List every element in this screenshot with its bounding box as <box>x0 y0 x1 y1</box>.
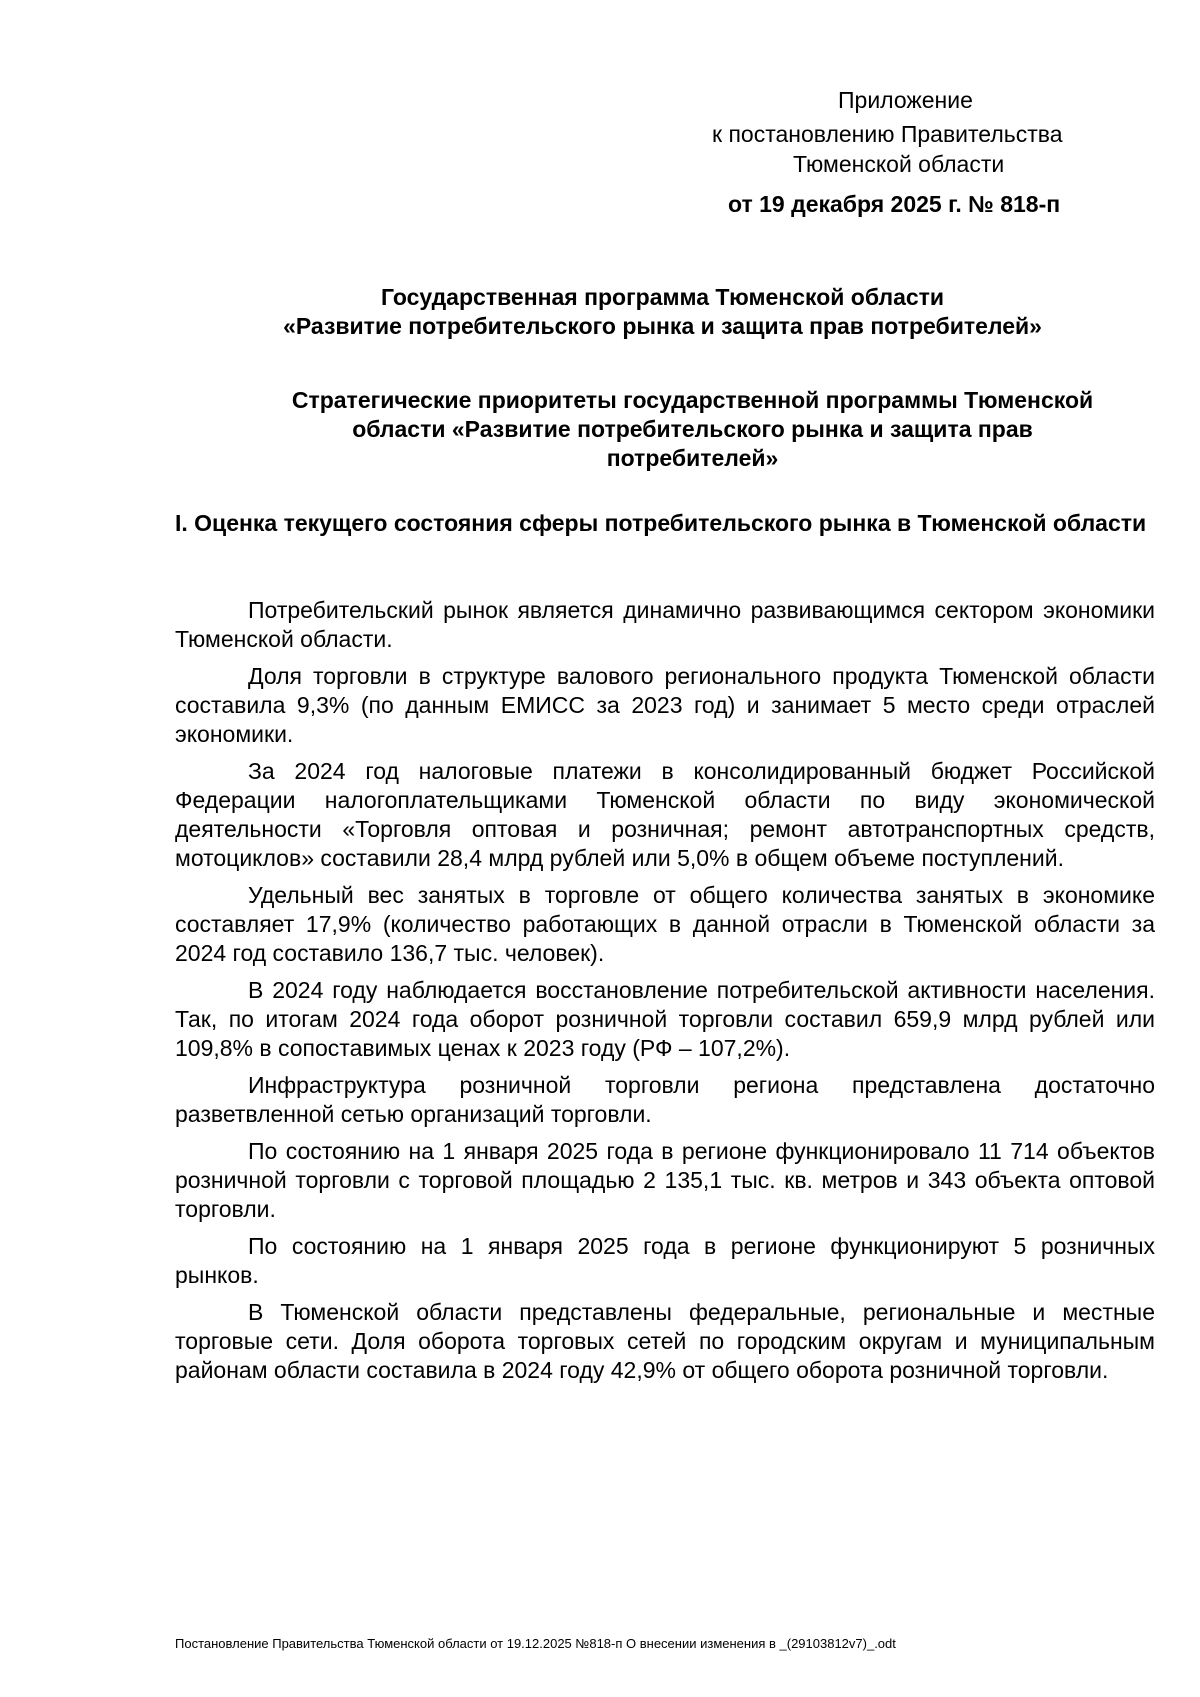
paragraph: По состоянию на 1 января 2025 года в регионе функционировало 11 714 объектов розничной торговли с торговой площадью 2 135,1 тыс. кв. метров и 343 объекта оптовой торговли. <box>175 1138 1155 1222</box>
paragraph: В Тюменской области представлены федеральные, региональные и местные торговые сети. Доля оборота торговых сетей по городским округам и муниципальным районам области составила в 2024 году 42,9% от общего оборота розничной торговли. <box>175 1299 1155 1383</box>
program-title-line: Государственная программа Тюменской области <box>380 284 945 310</box>
section-heading: I. Оценка текущего состояния сферы потребительского рынка в Тюменской области <box>175 510 1147 536</box>
appendix-resolution-line: к постановлению Правительства <box>712 121 1063 147</box>
paragraph: За 2024 год налоговые платежи в консолидированный бюджет Российской Федерации налогоплательщиками Тюменской области по виду экономической деятельности «Торговля оптовая и розничная; ремонт автотранспортных средств, мотоциклов» составили 28,4 млрд рублей или 5,0% в общем объеме поступлений. <box>175 758 1155 871</box>
page-footer: Постановление Правительства Тюменской области от 19.12.2025 №818-п О внесении изменения в _(29103812v7)_.odt <box>175 1636 896 1651</box>
paragraph: По состоянию на 1 января 2025 года в регионе функционируют 5 розничных рынков. <box>175 1233 1155 1288</box>
appendix-title: Приложение <box>838 87 973 113</box>
paragraph: Удельный вес занятых в торговле от общего количества занятых в экономике составляет 17,9% (количество работающих в данной отрасли в Тюменской области за 2024 год составило 136,7 тыс. человек). <box>175 882 1155 966</box>
appendix-region-line: Тюменской области <box>793 151 1005 177</box>
paragraph: Доля торговли в структуре валового регионального продукта Тюменской области составила 9,3% (по данным ЕМИСС за 2023 год) и занимает 5 место среди отраслей экономики. <box>175 663 1155 747</box>
appendix-date: от 19 декабря 2025 г. № 818-п <box>728 191 1061 217</box>
paragraph: Потребительский рынок является динамично развивающимся сектором экономики Тюменской области. <box>175 597 1155 652</box>
body-text <box>175 596 1155 1393</box>
priorities-title <box>220 386 1165 473</box>
program-title <box>170 283 1155 341</box>
priorities-title-line: потребителей» <box>606 445 779 471</box>
paragraph: Инфраструктура розничной торговли региона представлена достаточно разветвленной сетью организаций торговли. <box>175 1072 1155 1127</box>
paragraph: В 2024 году наблюдается восстановление потребительской активности населения. Так, по итогам 2024 года оборот розничной торговли составил 659,9 млрд рублей или 109,8% в сопоставимых ценах к 2023 году (РФ – 107,2%). <box>175 977 1155 1061</box>
program-title-line: «Развитие потребительского рынка и защита прав потребителей» <box>283 313 1042 339</box>
priorities-title-line: области «Развитие потребительского рынка и защита прав <box>352 416 1033 442</box>
priorities-title-line: Стратегические приоритеты государственной программы Тюменской <box>291 387 1094 413</box>
